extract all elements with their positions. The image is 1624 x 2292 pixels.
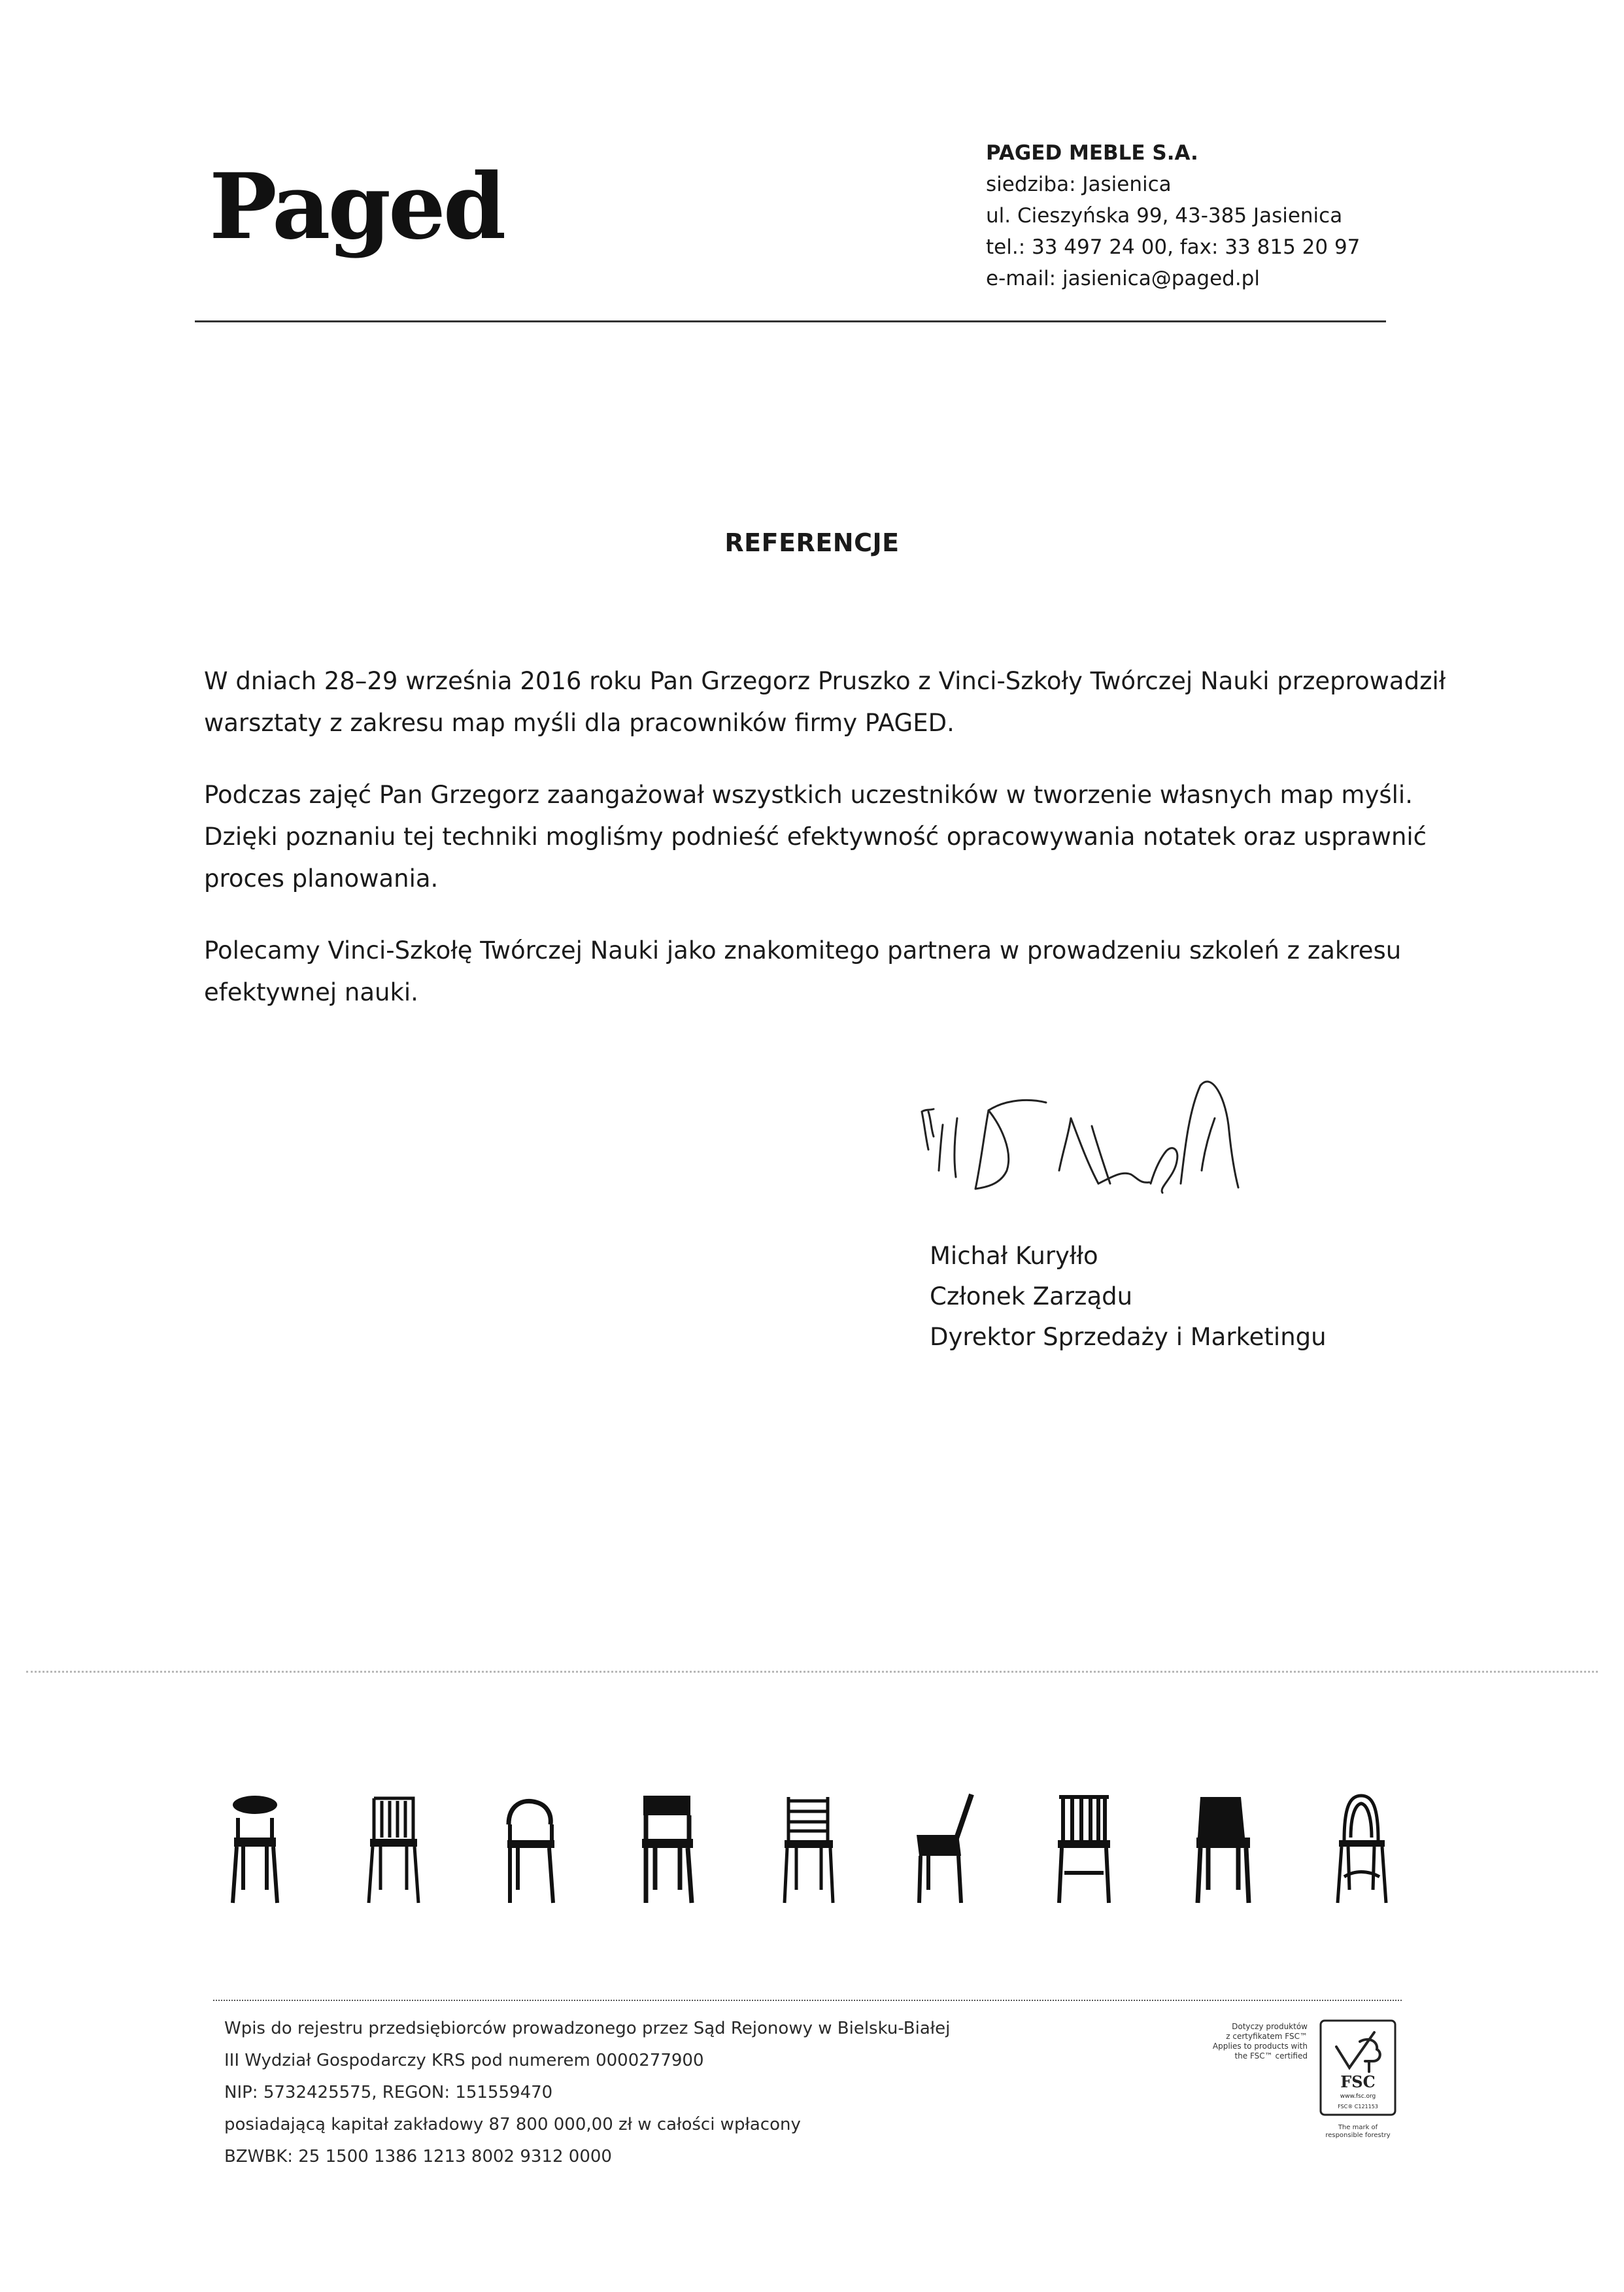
chair-icon [642, 1796, 693, 1903]
scan-artifact-line [26, 1671, 1598, 1673]
footer-divider [213, 2000, 1402, 2001]
chair-icon [917, 1794, 972, 1903]
fsc-caption [1315, 2124, 1400, 2140]
company-email: e-mail: jasienica@paged.pl [986, 267, 1260, 290]
chair-icon [785, 1797, 833, 1903]
fsc-label: FSC [1340, 2072, 1376, 2091]
paragraph-2: Podczas zajęć Pan Grzegorz zaangażował wszystkich uczestników w tworzenie własnych map myśli. Dzięki poznaniu tej techniki mogliśmy podnieść efektywność opracowywania notatek oraz usprawnić proces planowania. [204, 781, 1427, 893]
company-street: ul. Cieszyńska 99, 43-385 Jasienica [986, 204, 1343, 228]
paged-logo [208, 154, 509, 272]
footer-krs: III Wydział Gospodarczy KRS pod numerem 0000277900 [224, 2051, 704, 2070]
fsc-note [1164, 2022, 1308, 2061]
chair-illustrations [222, 1792, 1419, 1909]
fsc-tree-icon [1336, 2032, 1380, 2072]
signer-name: Michał Kuryłło [930, 1242, 1098, 1270]
footer-register: Wpis do rejestru przedsiębiorców prowadzonego przez Sąd Rejonowy w Bielsku-Białej [224, 2019, 951, 2038]
fsc-note-line: Applies to products with [1212, 2042, 1308, 2051]
logo-text: Paged [209, 154, 504, 260]
paragraph-3: Polecamy Vinci-Szkołę Twórczej Nauki jako znakomitego partnera w prowadzeniu szkoleń z zakresu efektywnej nauki. [204, 936, 1402, 1006]
fsc-note-line: Dotyczy produktów [1232, 2022, 1308, 2031]
company-address-block [986, 137, 1404, 294]
signer-block [930, 1236, 1387, 1358]
fsc-note-line: the FSC™ certified [1234, 2051, 1308, 2061]
fsc-logo [1319, 2019, 1396, 2116]
footer-nip-regon: NIP: 5732425575, REGON: 151559470 [224, 2083, 553, 2102]
footer-bank-account: BZWBK: 25 1500 1386 1213 8002 9312 0000 [224, 2147, 612, 2166]
signer-position: Dyrektor Sprzedaży i Marketingu [930, 1323, 1327, 1351]
fsc-url: www.fsc.org [1340, 2093, 1376, 2100]
fsc-code: FSC® C121153 [1338, 2104, 1378, 2110]
paragraph-1: W dniach 28–29 września 2016 roku Pan Grzegorz Pruszko z Vinci-Szkoły Twórczej Nauki przeprowadził warsztaty z zakresu map myśli dla pracowników firmy PAGED. [204, 667, 1446, 737]
chair-icon [507, 1801, 554, 1903]
chair-icon [1058, 1797, 1110, 1903]
fsc-note-line: z certyfikatem FSC™ [1226, 2032, 1308, 2041]
header-divider [195, 320, 1386, 322]
fsc-caption-line: The mark of [1338, 2124, 1378, 2131]
chair-icon [369, 1798, 418, 1903]
company-phone: tel.: 33 497 24 00, fax: 33 815 20 97 [986, 235, 1361, 259]
fsc-caption-line: responsible forestry [1325, 2132, 1391, 2139]
chair-icon [233, 1796, 277, 1903]
company-seat: siedziba: Jasienica [986, 173, 1172, 196]
document-title: REFERENCJE [724, 528, 900, 557]
chair-icon [1338, 1796, 1386, 1903]
letter-body [204, 660, 1446, 1044]
footer-capital: posiadającą kapitał zakładowy 87 800 000,00 zł w całości wpłacony [224, 2115, 801, 2134]
company-name: PAGED MEBLE S.A. [986, 141, 1198, 165]
handwritten-signature [902, 1072, 1268, 1229]
chair-icon [1196, 1797, 1250, 1903]
registration-footer [224, 2013, 1074, 2173]
signer-role: Członek Zarządu [930, 1282, 1133, 1310]
